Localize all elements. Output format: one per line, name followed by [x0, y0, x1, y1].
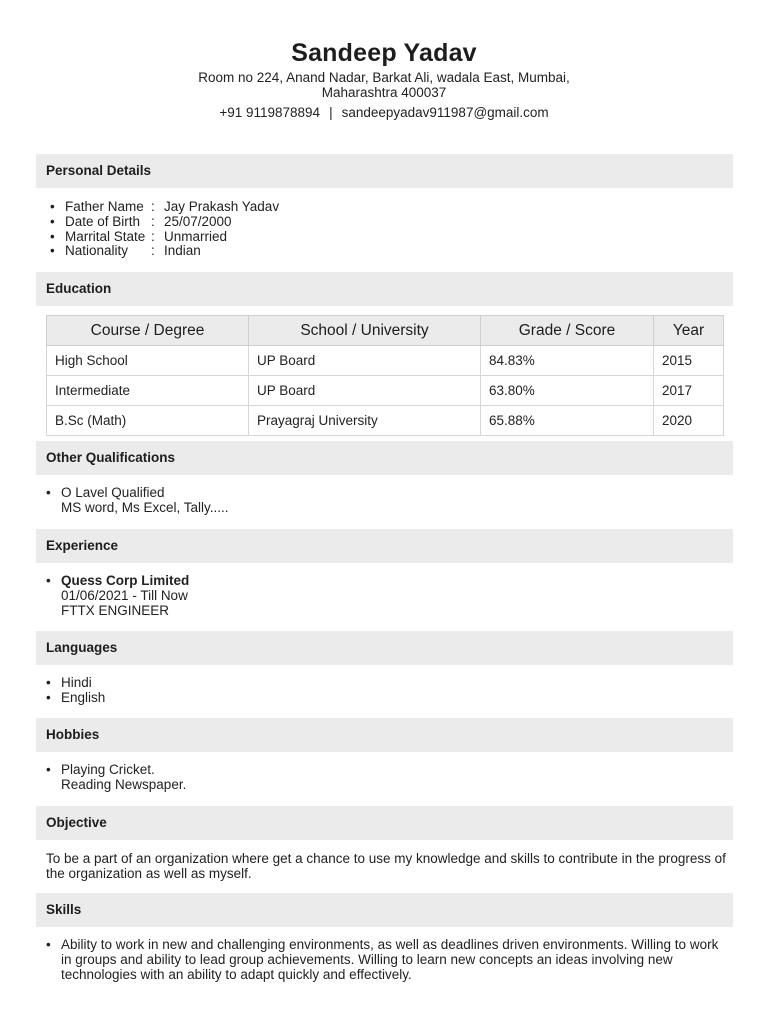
- resume-header: [0, 0, 768, 120]
- table-cell-course: High School: [47, 346, 249, 376]
- hobbies-list: [46, 763, 726, 793]
- detail-value: Indian: [164, 243, 201, 259]
- personal-detail-item: [50, 200, 726, 215]
- table-header-row: [47, 316, 724, 346]
- detail-value: Unmarried: [164, 228, 228, 244]
- table-cell-course: Intermediate: [47, 376, 249, 406]
- detail-colon: :: [151, 213, 155, 229]
- detail-colon: :: [151, 243, 155, 259]
- languages-list: [46, 676, 726, 706]
- list-item: [46, 486, 726, 516]
- detail-label: Date of Birth: [65, 213, 141, 229]
- section-heading-objective: Objective: [36, 806, 733, 840]
- column-header-year: Year: [654, 316, 724, 346]
- personal-detail-item: [50, 244, 726, 259]
- list-item: [46, 574, 726, 618]
- table-cell-school: UP Board: [249, 376, 481, 406]
- list-item: [46, 763, 726, 793]
- candidate-name: Sandeep Yadav: [291, 39, 477, 67]
- company-name: • Quess Corp Limited: [61, 573, 190, 588]
- detail-value: Jay Prakash Yadav: [164, 199, 280, 214]
- detail-colon: :: [151, 228, 155, 244]
- detail-colon: :: [151, 199, 155, 214]
- table-row: [47, 406, 724, 436]
- list-item: • Ability to work in new and challenging environments, as well as deadlines driven environments. Willing to work in groups and ability to lead group achievements. Willing to learn new concepts an ideas involving new technologies with an ability to adapt quickly and effectively.: [46, 938, 726, 982]
- education-table: [46, 315, 724, 436]
- experience-list: [46, 574, 726, 618]
- address-line-2: Maharashtra 400037: [321, 85, 447, 100]
- detail-label: Father Name: [65, 199, 144, 214]
- table-cell-grade: 65.88%: [481, 406, 654, 436]
- personal-detail-item: [50, 215, 726, 230]
- contact-separator: |: [329, 105, 333, 120]
- email-address: sandeepyadav911987@gmail.com: [341, 105, 549, 120]
- section-heading-experience: Experience: [36, 529, 733, 563]
- objective-text: To be a part of an organization where get a chance to use my knowledge and skills to contribute in the progress of the organization as well as myself.: [46, 851, 726, 881]
- personal-detail-item: [50, 230, 726, 245]
- table-cell-course: B.Sc (Math): [47, 406, 249, 436]
- address: [0, 70, 768, 100]
- phone-number: +91 9119878894: [219, 105, 321, 120]
- personal-details-list: [46, 200, 726, 259]
- table-cell-school: Prayagraj University: [249, 406, 481, 436]
- table-cell-school: UP Board: [249, 346, 481, 376]
- hobby-line: • Playing Cricket.: [61, 762, 155, 777]
- list-item: • English: [46, 691, 726, 706]
- table-cell-year: 2017: [654, 376, 724, 406]
- qualification-line: • O Lavel Qualified: [61, 485, 165, 500]
- column-header-grade: Grade / Score: [481, 316, 654, 346]
- hobby-line: Reading Newspaper.: [61, 776, 187, 792]
- detail-label: Marrital State: [65, 228, 146, 244]
- table-cell-grade: 84.83%: [481, 346, 654, 376]
- table-cell-grade: 63.80%: [481, 376, 654, 406]
- section-heading-hobbies: Hobbies: [36, 718, 733, 752]
- section-heading-skills: Skills: [36, 893, 733, 927]
- column-header-course: Course / Degree: [47, 316, 249, 346]
- section-heading-other-qualifications: Other Qualifications: [36, 441, 733, 475]
- column-header-school: School / University: [249, 316, 481, 346]
- list-item: • Hindi: [46, 676, 726, 691]
- employment-period: 01/06/2021 - Till Now: [61, 587, 188, 603]
- contact-line: [0, 105, 768, 120]
- section-heading-personal-details: Personal Details: [36, 154, 733, 188]
- qualification-line: MS word, Ms Excel, Tally.....: [61, 499, 229, 515]
- table-cell-year: 2020: [654, 406, 724, 436]
- table-row: [47, 376, 724, 406]
- detail-label: Nationality: [65, 243, 129, 259]
- section-heading-languages: Languages: [36, 631, 733, 665]
- table-row: [47, 346, 724, 376]
- address-line-1: Room no 224, Anand Nadar, Barkat Ali, wadala East, Mumbai,: [198, 70, 570, 85]
- other-qualifications-list: [46, 486, 726, 516]
- detail-value: 25/07/2000: [164, 213, 232, 229]
- skills-list: [46, 938, 726, 982]
- table-cell-year: 2015: [654, 346, 724, 376]
- section-heading-education: Education: [36, 272, 733, 306]
- job-title: FTTX ENGINEER: [61, 602, 170, 618]
